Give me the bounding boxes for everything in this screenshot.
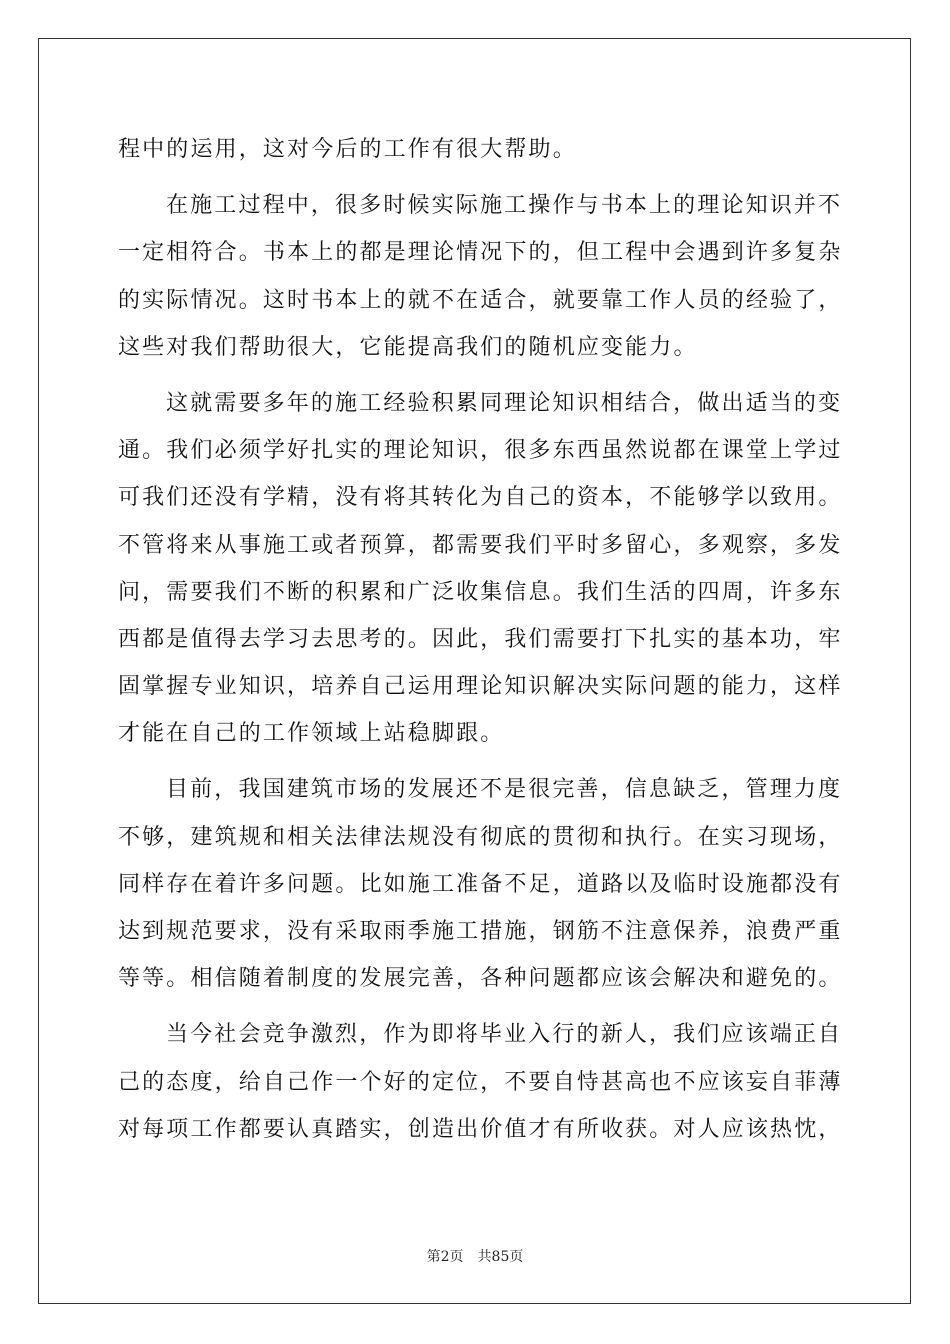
text-line: 一定相符合。书本上的都是理论情况下的，但工程中会遇到许多复杂 (118, 240, 843, 266)
text-line: 在施工过程中，很多时候实际施工操作与书本上的理论知识并不 (166, 193, 843, 219)
text-line: 当今社会竞争激烈，作为即将毕业入行的新人，我们应该端正自 (166, 1022, 843, 1048)
text-line: 同样存在着许多问题。比如施工准备不足，道路以及临时设施都没有 (118, 871, 843, 897)
text-line: 达到规范要求，没有采取雨季施工措施，钢筋不注意保养，浪费严重 (118, 919, 843, 944)
page-number: 第2页 (426, 1249, 464, 1265)
text-line: 的实际情况。这时书本上的就不在适合，就要靠工作人员的经验了， (118, 287, 843, 313)
text-line: 不够，建筑规和相关法律法规没有彻底的贯彻和执行。在实习现场， (118, 824, 843, 850)
text-line: 固掌握专业知识，培养自己运用理论知识解决实际问题的能力，这样 (118, 674, 843, 700)
text-line: 才能在自己的工作领域上站稳脚跟。 (118, 721, 505, 747)
text-line: 目前，我国建筑市场的发展还不是很完善，信息缺乏，管理力度 (166, 777, 843, 803)
document-body (118, 126, 843, 1153)
text-line: 这就需要多年的施工经验积累同理论知识相结合，做出适当的变 (166, 390, 843, 416)
text-line: 这些对我们帮助很大，它能提高我们的随机应变能力。 (118, 334, 698, 360)
text-line: 可我们还没有学精，没有将其转化为自己的资本，不能够学以致用。 (118, 485, 843, 511)
text-line: 等等。相信随着制度的发展完善，各种问题都应该会解决和避免的。 (118, 966, 843, 992)
text-line: 己的态度，给自己作一个好的定位，不要自恃甚高也不应该妄自菲薄 (118, 1069, 843, 1095)
text-line: 对每项工作都要认真踏实，创造出价值才有所收获。对人应该热忱， (118, 1116, 843, 1142)
text-line: 不管将来从事施工或者预算，都需要我们平时多留心，多观察，多发 (118, 532, 843, 558)
text-line: 问，需要我们不断的积累和广泛收集信息。我们生活的四周，许多东 (118, 579, 843, 605)
text-line: 西都是值得去学习去思考的。因此，我们需要打下扎实的基本功，牢 (118, 626, 843, 652)
page-footer (0, 1246, 950, 1266)
text-line: 通。我们必须学好扎实的理论知识，很多东西虽然说都在课堂上学过 (118, 438, 843, 464)
page-total: 共85页 (477, 1249, 524, 1265)
text-line: 程中的运用，这对今后的工作有很大帮助。 (118, 137, 577, 162)
